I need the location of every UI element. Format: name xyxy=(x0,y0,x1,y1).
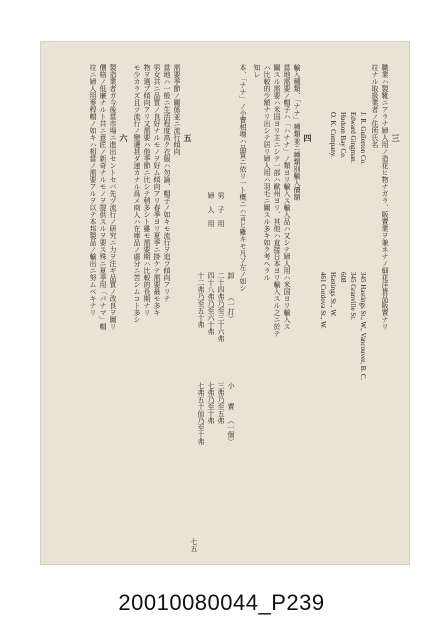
address-5: 461 Cordova St., W. xyxy=(319,272,327,329)
section4-line-4: 知レ xyxy=(253,64,261,78)
section4-line-3: ハ比較的少額ナリ出シテ居リ婦人用ハ羽毛ニ關スル多キ如ク考ヘラル xyxy=(263,64,271,281)
table-col2-sub: （一個） xyxy=(227,417,235,445)
table-row-retail: 三弗乃至五弗 xyxy=(217,382,225,424)
section6-line-2: 價格ノ低廉ナルト共ニ意匠ノ新奇ナルモノヲ提供スルヲ要ス殊ニ夏季用「パナマ」帽 xyxy=(99,64,107,330)
address-1: 345 Hastings St., W., Vancouver, B. C. xyxy=(359,272,367,381)
table-note: 本、「ナナ」ノ小賣相場ハ品質ニ依リ一ト概ニハ言ヒ難キモ凡ソ左ノ如シ xyxy=(239,64,247,292)
table-col1-sub: （一打） xyxy=(227,294,235,322)
section3-line2: 竝ナル取扱業者ノ住所氏名 xyxy=(371,64,379,148)
table-row-label: 男 子 用 xyxy=(217,192,225,227)
table-row-wholesale: 二十四弗乃至三十六弗 xyxy=(217,272,225,342)
section4-line-2: 關スル需要ハ米国ヨリ主ニシテ一部ハ歐州ヨリ、其他ハ直接日本ヨリ輸入スル之ニ於テ xyxy=(273,64,281,337)
section3-line1: 職業ハ製靴ニアラナ婦人用ノ造花ヒ物ナガラ、販賣業ヲ兼ネナノ細花洋貨品販賣ナリ xyxy=(381,64,389,330)
section-number-5: 五 xyxy=(183,134,193,142)
section4-title: 輸入種類、「ナナ」種類並ニ種類別輸入價額 xyxy=(293,64,301,201)
company-2: Edward Gingman. xyxy=(349,112,357,164)
table-col1-header: 卸 xyxy=(227,272,235,279)
section5-line-3: 物ヲ選ブ傾向アリ又需要ハ他季節ニ比シテ稍多シト雖モ需要期ハ比較的長期ナリ xyxy=(143,64,151,316)
table-col2-header: 小 賣 xyxy=(227,382,235,410)
section5-title: 需要季節ノ關係並ニ流行傾向 xyxy=(173,64,181,155)
company-3: Hudson Bay Co. xyxy=(339,112,347,159)
page-number: 七五 xyxy=(190,538,198,552)
address-2: 345 Granville St. xyxy=(349,272,357,321)
address-3: 608 xyxy=(339,272,347,283)
section5-line-1: 當地ハ一般ニ生活程度高ク衣服ハ勿論、帽子ノ如キモ流行ヲ追フ傾向アリテ xyxy=(163,64,171,302)
section4-line-1: 當地需要ノ帽子ハ「ハナナ」ノ類ヨリ輸入ス輸入品ハ又シテ婦人用ハ米国ヨリ輸入ス xyxy=(283,64,291,330)
table-row-wholesale: 十二弗乃至五十弗 xyxy=(197,272,205,328)
company-4: O. K. Company. xyxy=(329,112,337,158)
section5-line-4: モ少カラズ且ツ流行ノ變遷甚ダ速カナル爲メ商人ハ在庫品ノ處分ニ苦シムコト多シ xyxy=(133,64,141,323)
section-number-3: 三 xyxy=(391,134,401,142)
archive-caption: 20010080044_P239 xyxy=(118,590,325,615)
section6-line-1: 製造業者ガ今後當市場ニ進出セントセバ先ヅ流行ノ研究ニ力ヲ注ギ品質ノ改良ヲ圖リ xyxy=(109,64,117,330)
table-row-wholesale: 四十八弗乃至六十弗 xyxy=(207,272,215,335)
table-row-label: 婦 人 用 xyxy=(207,192,215,227)
section-number-6: 六 xyxy=(119,134,129,142)
table-row-retail: 七弗乃至十弗 xyxy=(207,382,215,424)
address-4: Hastings St., W. xyxy=(329,272,337,317)
section-number-4: 四 xyxy=(303,134,313,142)
company-1: J. R. Gullerton Co. xyxy=(359,112,367,165)
table-row-retail: 七弗五十仙乃至十弗 xyxy=(197,382,205,445)
section5-line-2: 男女共ニ品質ノ良好ナルモノヲ好ム傾向アリ春季ヨリ夏季ニ掛ケテ需要最モ多キ xyxy=(153,64,161,316)
document-page xyxy=(40,41,410,565)
section6-line-3: 竝ニ婦人用麥稈帽ノ如キハ相當ノ需要アルヲ以テ本邦製品ノ輸出ニ努ムベキナリ xyxy=(89,64,97,316)
